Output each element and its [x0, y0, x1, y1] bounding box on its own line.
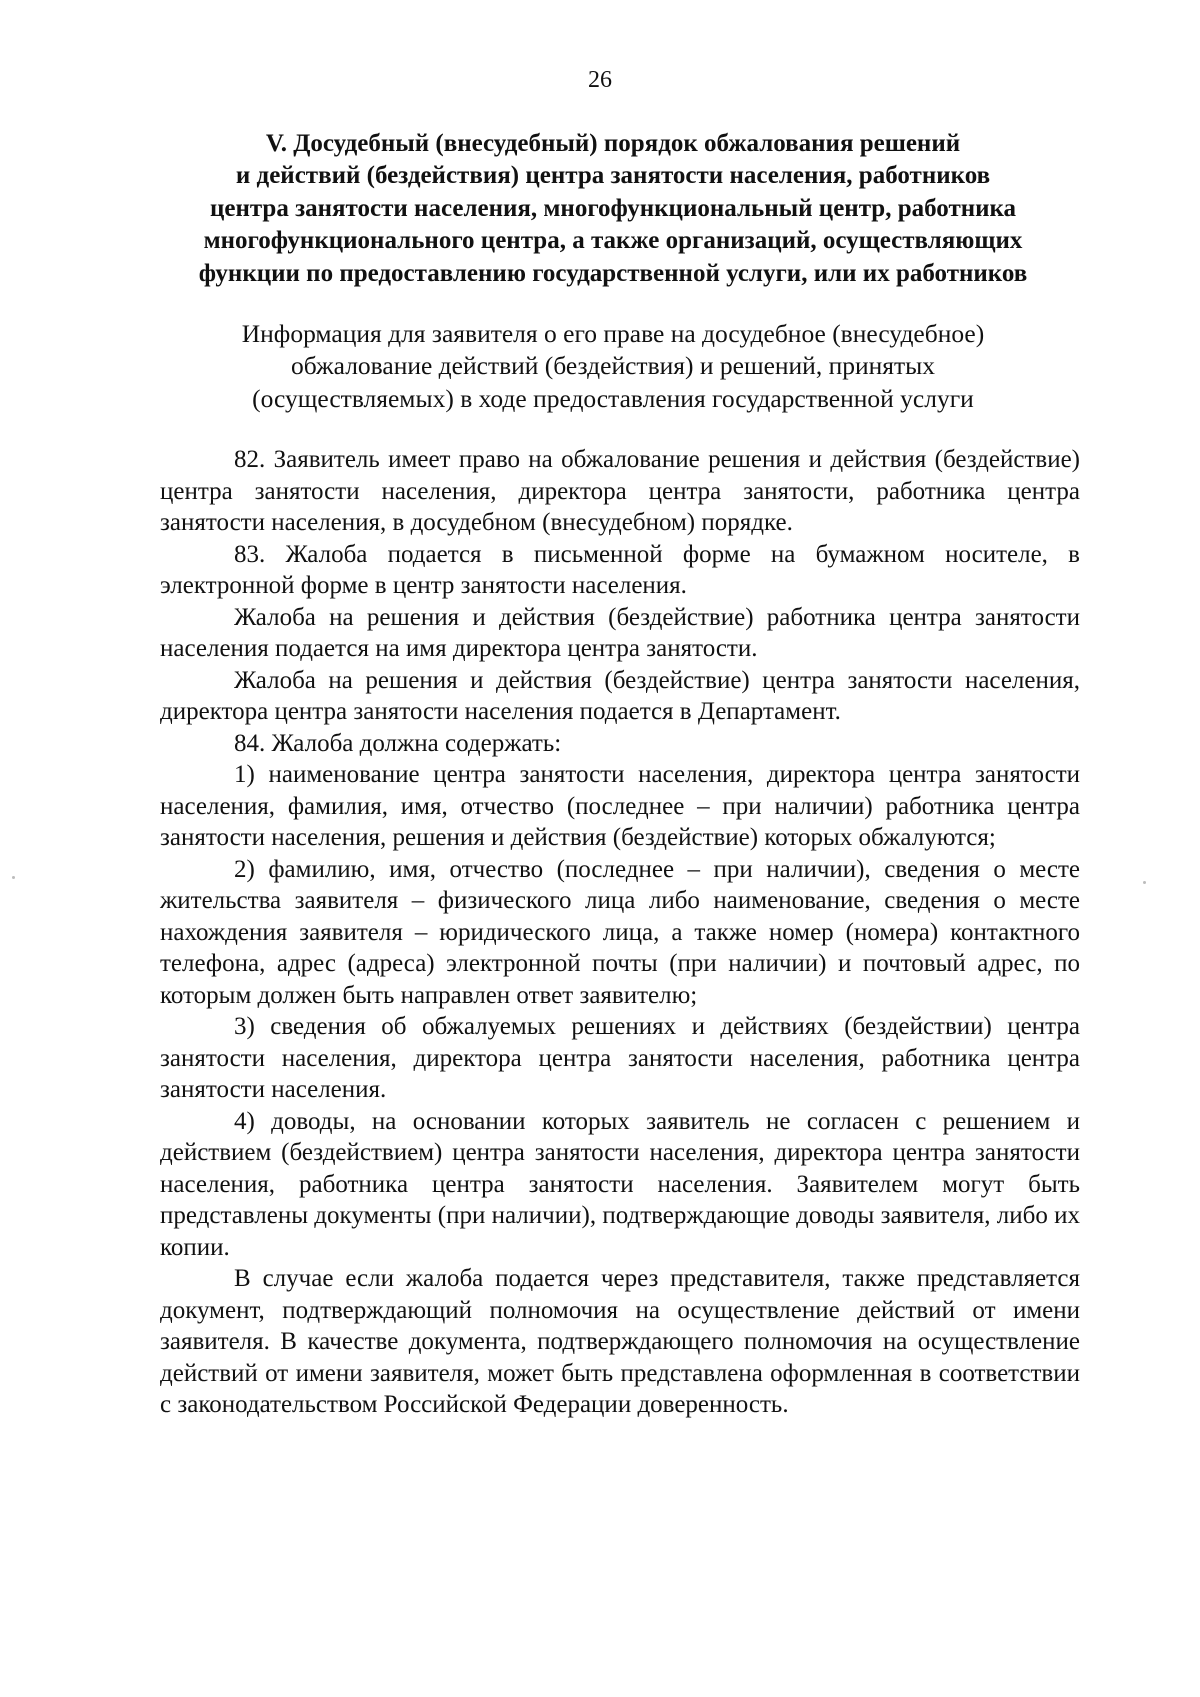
section-title-line: функции по предоставлению государственной услуги, или их работников — [198, 259, 1028, 287]
scan-speck — [12, 876, 15, 879]
list-item-1: 1) наименование центра занятости населения, директора центра занятости населения, фамилия, имя, отчество (последнее – при наличии) работника центра занятости населения, решения и действия (бездействие) которых обжалуются; — [160, 761, 1080, 851]
list-item-4: 4) доводы, на основании которых заявитель не согласен с решением и действием (бездействием) центра занятости населения, директора центра занятости населения, работника центра занятости населения. Заявителем могут быть представлены документы (при наличии), подтверждающие доводы заявителя, либо их копии. — [160, 1107, 1080, 1261]
section-title-line: V. Досудебный (внесудебный) порядок обжалования решений — [265, 130, 961, 157]
section-title — [150, 128, 1076, 290]
subsection-title-line: (осуществляемых) в ходе предоставления государственной услуги — [252, 383, 974, 413]
section-title-line: и действий (бездействия) центра занятости населения, работников — [235, 162, 991, 190]
list-item-3: 3) сведения об обжалуемых решениях и действиях (бездействии) центра занятости населения, директора центра занятости населения, работника центра занятости населения. — [160, 1013, 1080, 1103]
section-title-line: многофункционального центра, а также организаций, осуществляющих — [203, 227, 1023, 255]
subsection-title-line: Информация для заявителя о его праве на досудебное (внесудебное) — [241, 319, 985, 348]
page-number: 26 — [588, 67, 612, 93]
paragraph-84: 84. Жалоба должна содержать: — [234, 729, 562, 757]
paragraph-83: 83. Жалоба подается в письменной форме на бумажном носителе, в электронной форме в центр занятости населения. — [160, 540, 1080, 599]
subsection-title-line: обжалование действий (бездействия) и решений, принятых — [290, 351, 936, 381]
paragraph-complaint-worker: Жалоба на решения и действия (бездействие) работника центра занятости населения подается на имя директора центра занятости. — [160, 603, 1080, 662]
subsection-title — [150, 318, 1076, 415]
paragraph-representative: В случае если жалоба подается через представителя, также представляется документ, подтверждающий полномочия на осуществление действий от имени заявителя. В качестве документа, подтверждающего полномочия на осуществление действий от имени заявителя, может быть представлена оформленная в соответствии с законодательством Российской Федерации доверенность. — [160, 1265, 1080, 1418]
section-title-line: центра занятости населения, многофункциональный центр, работника — [209, 194, 1017, 222]
list-item-2: 2) фамилию, имя, отчество (последнее – при наличии), сведения о месте жительства заявителя – физического лица либо наименование, сведения о месте нахождения заявителя – юридического лица, а также номер (номера) контактного телефона, адрес (адреса) электронной почты (при наличии) и почтовый адрес, по которым должен быть направлен ответ заявителю; — [160, 855, 1080, 1009]
scan-speck — [1143, 881, 1146, 884]
paragraph-complaint-center: Жалоба на решения и действия (бездействие) центра занятости населения, директора центра занятости населения подается в Департамент. — [160, 666, 1080, 725]
paragraph-82: 82. Заявитель имеет право на обжалование решения и действия (бездействие) центра занятости населения, директора центра занятости, работника центра занятости населения, в досудебном (внесудебном) порядке. — [160, 446, 1080, 536]
body-text — [160, 444, 1080, 1421]
